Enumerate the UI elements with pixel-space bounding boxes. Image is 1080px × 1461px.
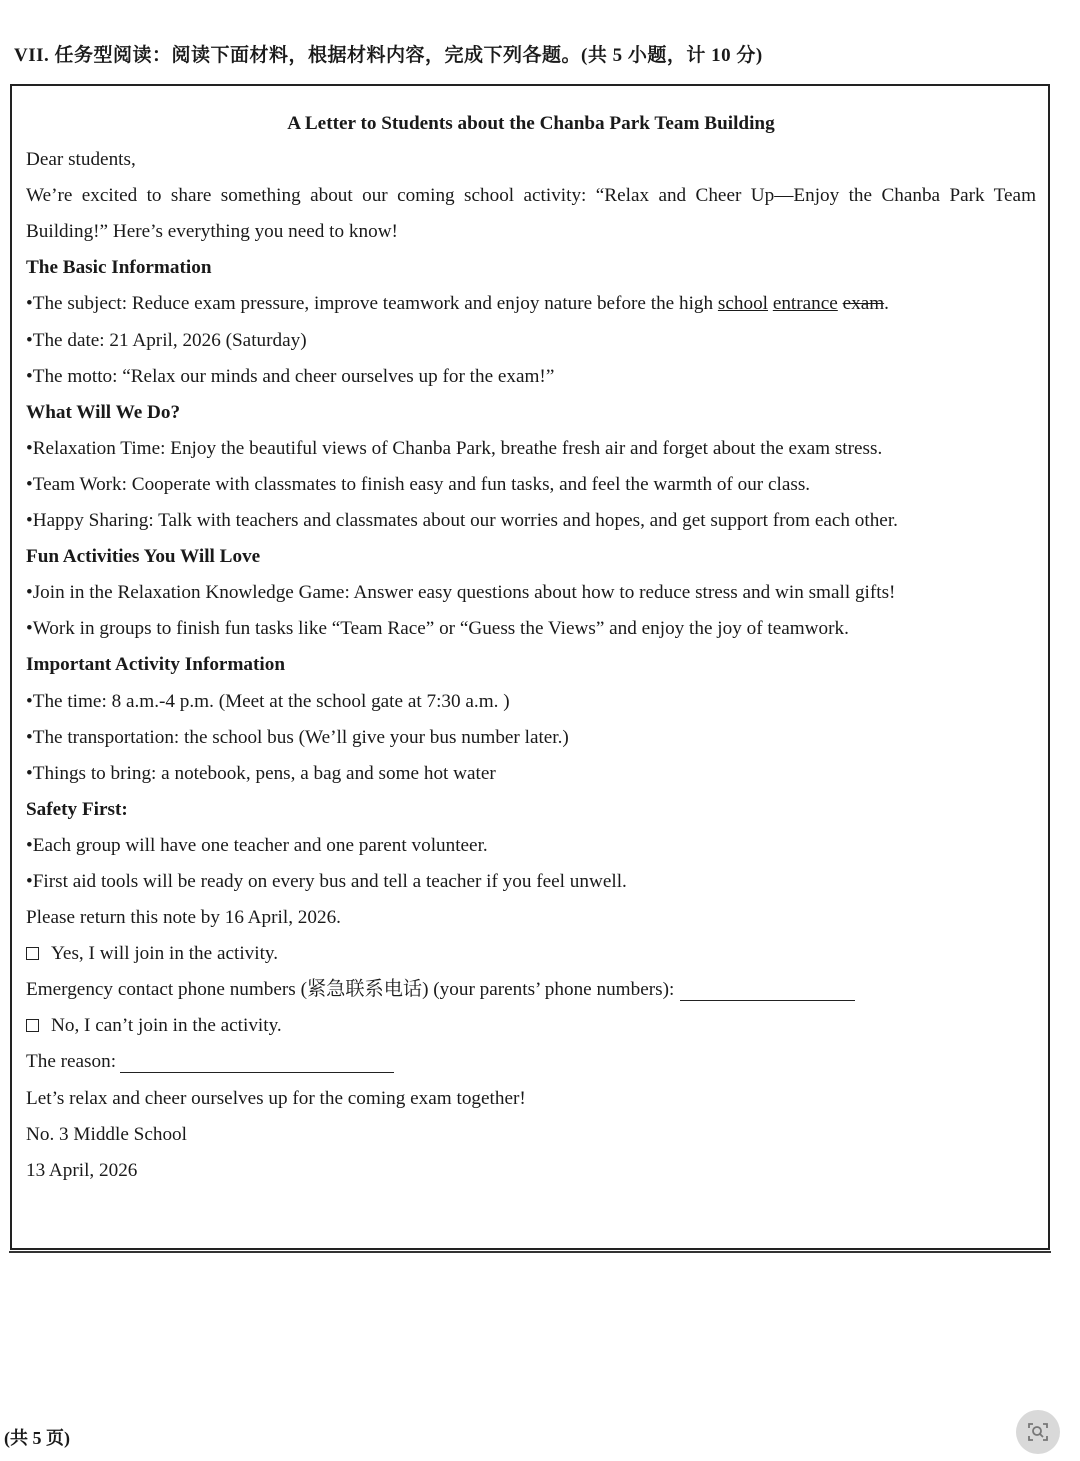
basic-subject-text: •The subject: Reduce exam pressure, improve teamwork and enjoy nature before the high (26, 293, 718, 315)
letter-content (26, 106, 1036, 1189)
underlined-entrance: entrance (772, 293, 838, 315)
greeting: Dear students, (26, 149, 136, 171)
info-transport: •The transportation: the school bus (We’ll give your bus number later.) (26, 726, 569, 748)
important-info-heading: Important Activity Information (26, 654, 286, 676)
basic-date: •The date: 21 April, 2026 (Saturday) (26, 329, 307, 351)
safety-item-2: •First aid tools will be ready on every bus and tell a teacher if you feel unwell. (26, 870, 627, 892)
intro-paragraph: We’re excited to share something about our coming school activity: “Relax and Cheer Up—Enjoy the Chanba Park Team Building!” Here’s everything you need to know! (26, 185, 1036, 243)
letter-title: A Letter to Students about the Chanba Park Team Building (287, 113, 775, 134)
fun-activities-heading: Fun Activities You Will Love (26, 546, 261, 568)
no-option-label: No, I can’t join in the activity. (51, 1015, 282, 1037)
safety-item-1: •Each group will have one teacher and one parent volunteer. (26, 834, 488, 856)
basic-info-heading: The Basic Information (26, 257, 212, 279)
yes-option[interactable] (26, 936, 1036, 972)
reason-blank[interactable] (120, 1050, 394, 1073)
basic-subject-end: . (884, 293, 889, 315)
phone-number-blank[interactable] (680, 978, 855, 1001)
sender: No. 3 Middle School (26, 1123, 187, 1145)
letter-date: 13 April, 2026 (26, 1159, 138, 1181)
struck-exam: exam (842, 293, 885, 315)
underlined-school: school (717, 293, 769, 315)
page-count-footer: (共 5 页) (4, 1428, 70, 1448)
basic-motto: •The motto: “Relax our minds and cheer ourselves up for the exam!” (26, 365, 555, 387)
letter-box (10, 84, 1050, 1250)
do-item-teamwork: •Team Work: Cooperate with classmates to finish easy and fun tasks, and feel the warmth of our class. (26, 473, 811, 495)
section-title: VII. 任务型阅读：阅读下面材料，根据材料内容，完成下列各题。(共 5 小题，计 10 分) (14, 45, 763, 66)
do-item-sharing: •Happy Sharing: Talk with teachers and classmates about our worries and hopes, and get support from each other. (26, 510, 898, 532)
basic-subject (26, 286, 1036, 322)
lens-search-button[interactable] (1016, 1410, 1060, 1454)
emergency-label: Emergency contact phone numbers (紧急联系电话) (your parents’ phone numbers): (26, 979, 675, 1001)
do-item-relaxation: •Relaxation Time: Enjoy the beautiful views of Chanba Park, breathe fresh air and forget about the exam stress. (26, 437, 883, 459)
fun-item-game: •Join in the Relaxation Knowledge Game: Answer easy questions about how to reduce stress and win small gifts! (26, 582, 896, 604)
no-option[interactable] (26, 1008, 1036, 1044)
yes-checkbox[interactable] (26, 947, 39, 960)
info-bring: •Things to bring: a notebook, pens, a bag and some hot water (26, 762, 496, 784)
lens-search-icon (1026, 1420, 1050, 1444)
fun-item-groups: •Work in groups to finish fun tasks like “Team Race” or “Guess the Views” and enjoy the joy of teamwork. (26, 618, 849, 640)
info-time: •The time: 8 a.m.-4 p.m. (Meet at the school gate at 7:30 a.m. ) (26, 690, 510, 712)
emergency-contact (26, 972, 1036, 1008)
no-checkbox[interactable] (26, 1019, 39, 1032)
reason-label: The reason: (26, 1051, 117, 1073)
what-we-do-heading: What Will We Do? (26, 401, 181, 423)
reason-row (26, 1044, 1036, 1080)
return-note: Please return this note by 16 April, 2026. (26, 907, 341, 929)
yes-option-label: Yes, I will join in the activity. (51, 943, 279, 965)
closing-line: Let’s relax and cheer ourselves up for the coming exam together! (26, 1087, 526, 1109)
safety-heading: Safety First: (26, 798, 128, 820)
